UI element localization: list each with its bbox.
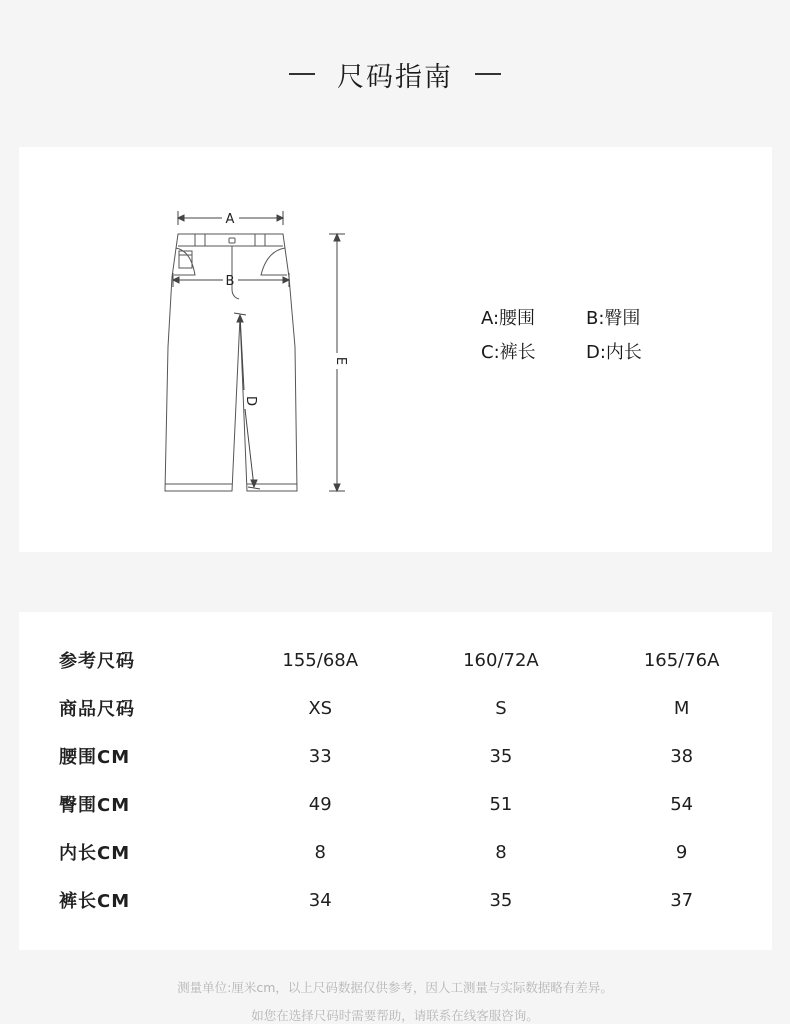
page-title: 尺码指南	[337, 61, 453, 93]
table-cell: 9	[675, 841, 688, 863]
measurement-legend	[481, 300, 691, 368]
row-label: 臀围CM	[59, 795, 131, 816]
dimension-a-letter: A	[225, 212, 235, 227]
table-cell: 37	[670, 889, 694, 911]
title-right-dash	[475, 73, 501, 75]
table-cell: 8	[314, 841, 326, 863]
table-cell: 35	[489, 745, 513, 767]
size-diagram-card	[19, 147, 772, 552]
table-cell: 35	[489, 889, 513, 911]
pants-button	[229, 238, 235, 243]
legend-row	[481, 300, 691, 334]
legend-length: C:裤长	[481, 342, 536, 363]
row-label: 商品尺码	[59, 699, 135, 720]
legend-hip: B:臀围	[586, 308, 641, 329]
table-cell: 54	[670, 793, 694, 815]
pants-outline	[165, 234, 297, 491]
row-label: 腰围CM	[59, 747, 131, 768]
table-row	[59, 780, 772, 828]
footnote-help: 如您在选择尺码时需要帮助，请联系在线客服咨询。	[251, 1008, 539, 1023]
legend-row	[481, 334, 691, 368]
dimension-e-letter: E	[333, 356, 348, 366]
dimension-d-letter: D	[243, 395, 258, 407]
row-label: 裤长CM	[59, 891, 131, 912]
table-row	[59, 876, 772, 924]
table-cell: 155/68A	[282, 649, 359, 671]
row-label: 内长CM	[59, 843, 131, 864]
table-row	[59, 828, 772, 876]
size-table-card	[19, 612, 772, 950]
table-row	[59, 636, 772, 684]
table-cell: 49	[308, 793, 332, 815]
page-title-wrap	[0, 52, 790, 96]
table-cell: 34	[308, 889, 332, 911]
table-cell: 8	[495, 841, 507, 863]
table-cell: 38	[670, 745, 694, 767]
legend-inseam: D:内长	[586, 342, 642, 363]
table-cell: 160/72A	[463, 649, 539, 671]
table-row	[59, 732, 772, 780]
table-cell: XS	[308, 697, 333, 719]
footnote-measurement: 测量单位:厘米cm，以上尺码数据仅供参考，因人工测量与实际数据略有差异。	[177, 980, 613, 995]
row-label: 参考尺码	[59, 651, 135, 672]
dimension-b-letter: B	[225, 274, 235, 289]
waistband	[178, 234, 283, 246]
legend-waist: A:腰围	[481, 308, 536, 329]
table-cell: S	[495, 697, 507, 719]
table-cell: M	[673, 697, 690, 719]
size-table	[59, 636, 772, 924]
table-cell: 33	[308, 745, 332, 767]
table-row	[59, 684, 772, 732]
table-cell: 51	[489, 793, 513, 815]
right-pocket	[261, 248, 287, 275]
title-left-dash	[289, 73, 315, 75]
table-cell: 165/76A	[643, 649, 720, 671]
